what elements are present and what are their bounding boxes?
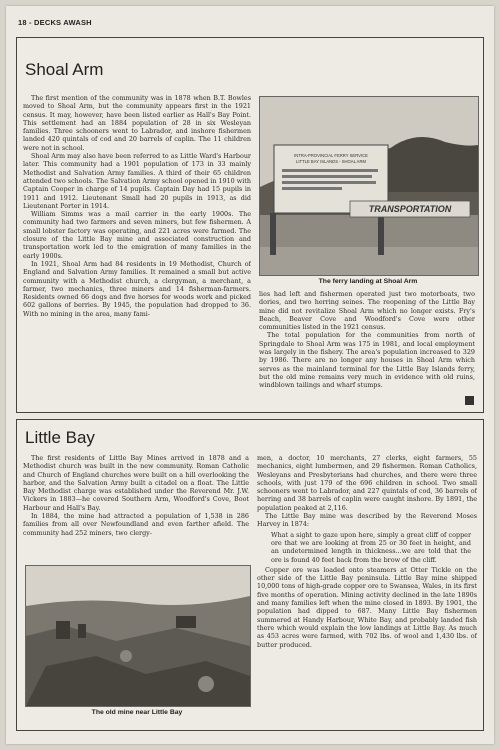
- paragraph: lies had left and fishermen operated just two motorboats, two dories, and two herring seines. The reopening of the Little Bay mine did not revitalize Shoal Arm which no longer exists. Fry's Beach, Beaver Cove and Woodford's Cove were other communities listed in the 1921 census.: [259, 290, 475, 332]
- page-header: 18 - DECKS AWASH: [18, 18, 92, 27]
- ferry-landing-image: [260, 97, 478, 275]
- paragraph: In 1921, Shoal Arm had 84 residents in 19 Methodist, Church of England and Salvation Army families. It remained a small but active community with a Methodist church, a clergyman, a merchant, a farmer, two mechanics, three miners and 14 fisherman-farmers. Residents owned 66 dogs and five horses for woods work and picked 602 gallons of berries. By 1945, the population had dropped to 36. With no mining in the area, many fami-: [23, 259, 251, 318]
- paragraph: Shoal Arm may also have been referred to as Little Ward's Harbour later. This community had a 1901 population of 173 in 33 mainly Methodist and Salvation Army families. A third of their 65 children attended two schools. The Salvation Army school opened in 1910 with Captain Cooper in charge of 14 pupils. Captain Day had 15 pupils in 1911 and 1912. Lieutenant Small had 20 pupils in 1913, as did Lieutenant Porter in 1914.: [23, 152, 251, 210]
- paragraph: William Simms was a mail carrier in the early 1900s. The community had two farmers and seven miners, but few fishermen. A small lobster factory was operating, and 221 acres were farmed. The closure of the Little Bay mine and associated construction and transportation work led to the emigration of many families in the early 1900s.: [23, 210, 251, 260]
- little-bay-column-1: [23, 454, 249, 562]
- ferry-landing-photo: [259, 96, 479, 276]
- paragraph: The Little Bay mine was described by the Reverend Moses Harvey in 1874:: [257, 512, 477, 529]
- paragraph: In 1884, the mine had attracted a population of 1,538 in 286 families from all over Newfoundland and even farther afield. The community had 252 miners, two clergy-: [23, 512, 249, 537]
- shoal-arm-article: [16, 37, 484, 413]
- paragraph: men, a doctor, 10 merchants, 27 clerks, eight farmers, 55 mechanics, eight lumbermen, and 29 fishermen. Roman Catholics, Wesleyans and Presbyterians had churches, and there were three schools, with just 179 of the 696 children in school. Two small schooners went to Labrador, and 227 quintals of cod, 36 barrels of herring and 38 barrels of caplin were caught inshore. By 1891, the population peaked at 2,116.: [257, 454, 477, 512]
- shoal-arm-column-2: [259, 290, 475, 402]
- ferry-photo-caption: The ferry landing at Shoal Arm: [318, 278, 418, 285]
- little-bay-column-2: [257, 454, 477, 724]
- old-mine-photo: [25, 565, 251, 707]
- paragraph: The total population for the communities from north of Springdale to Shoal Arm was 175 in 1981, and local employment was largely in the fishery. The area's population increased to 329 by 1986. There are no longer any houses in Shoal Arm which serves as the mainland terminal for the Little Bay Islands ferry, but the old mine remains very much in evidence with old ruins, windblown tailings and wharf stumps.: [259, 331, 475, 390]
- sign-text-line-1: INTRA-PROVINCIAL FERRY SERVICE: [294, 153, 368, 158]
- shoal-arm-column-1: [23, 94, 251, 406]
- shoal-arm-title: Shoal Arm: [25, 60, 104, 79]
- paragraph: The first mention of the community was in 1878 when B.T. Bowles moved to Shoal Arm, but the community appears first in the 1921 census. It may, however, have been listed earlier as Hall's Bay Point. This settlement had an 1884 population of 28 in six Wesleyan families. Three schooners went to Labrador, and inshore fishermen landed 420 quintals of cod and 20 barrels of caplin. The 11 children were not in school.: [23, 94, 251, 152]
- old-mine-caption: The old mine near Little Bay: [91, 709, 183, 716]
- paragraph: Copper ore was loaded onto steamers at Otter Tickle on the other side of the Little Bay peninsula. Little Bay mine shipped 10,000 tons of high-grade copper ore to Swansea, Wales, in its first five months of operation. Mining activity declined in the late 1890s and many families left when the mine closed in 1893. By 1901, the population had dipped to 687. Many Little Bay fishermen summered at Handy Harbour, White Bay, and probably landed fish there which would explain the low landings at Little Bay. As much as 453 acres were farmed, with 702 lbs. of wool and 1,430 lbs. of butter produced.: [257, 565, 477, 649]
- little-bay-article: [16, 419, 484, 731]
- little-bay-title: Little Bay: [25, 428, 95, 447]
- article-end-mark: [465, 396, 474, 405]
- sign-brand-text: TRANSPORTATION: [368, 204, 452, 214]
- paragraph: The first residents of Little Bay Mines arrived in 1878 and a Methodist church was built in the new community. Roman Catholic and Church of England churches were built on a hill overlooking the harbor, and the Salvation Army built a citadel on a float. The Little Bay Methodist charge was established under the Reverend Mr. J.W. Vickers in 1883—he covered Southern Arm, Woodford's Cove, Boot Harbour and Hall's Bay.: [23, 454, 249, 512]
- block-quote: What a sight to gaze upon here, simply a great cliff of copper ore that we are looking at from 25 or 30 feet in height, and an undetermined length in thickness...we are told that the ore is found 40 feet back from the brow of the cliff.: [271, 530, 471, 564]
- sign-text-line-2: LITTLE BAY ISLANDS - SHOAL ARM: [296, 159, 366, 164]
- old-mine-image: [26, 566, 250, 706]
- document-page: [6, 6, 494, 744]
